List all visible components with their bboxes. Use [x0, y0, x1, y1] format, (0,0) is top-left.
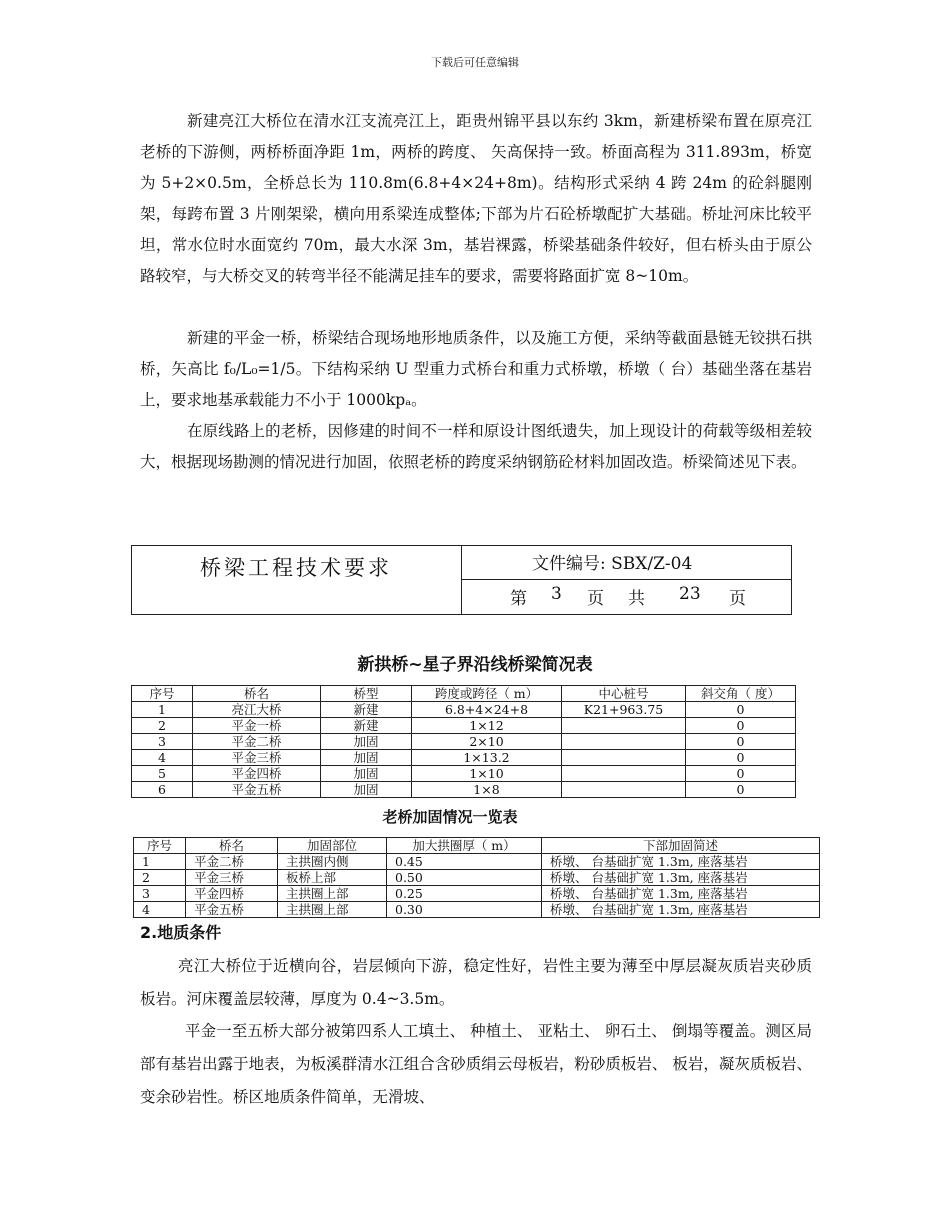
table-cell: 0 [686, 782, 796, 798]
table-cell: 4 [132, 750, 193, 766]
table-cell: 主拱圈内侧 [278, 854, 387, 870]
table-cell: 3 [134, 886, 186, 902]
table-row [134, 870, 820, 886]
table-cell: 平金一桥 [193, 718, 321, 734]
table-header-row [132, 686, 796, 702]
section-heading-geology: 2.地质条件 [140, 923, 222, 942]
table-cell: 平金五桥 [186, 902, 278, 918]
paragraph-old-bridges: 在原线路上的老桥，因修建的时间不一样和原设计图纸遗失，加上现设计的荷载等级相差较大，根据现场勘测的情况进行加固，依照老桥的跨度采纳钢筋砼材料加固改造。桥梁简述见下表。 [140, 422, 812, 471]
document-title: 桥梁工程技术要求 [132, 546, 462, 614]
table-cell: 2 [132, 718, 193, 734]
table-row [132, 750, 796, 766]
table-cell: 0 [686, 702, 796, 718]
table-cell: K21+963.75 [562, 702, 686, 718]
column-header: 桥型 [321, 686, 412, 702]
table-cell: 加固 [321, 734, 412, 750]
column-header: 序号 [134, 838, 186, 854]
paragraph-pingjin-bridge: 新建的平金一桥，桥梁结合现场地形地质条件，以及施工方便，采纳等截面悬链无铰拱石拱桥，矢高比 f₀/L₀=1/5。下结构采纳 U 型重力式桥台和重力式桥墩，桥墩（ 台）基础坐落在基岩上，要求地基承载能力不小于 1000kpₐ。 [140, 329, 812, 409]
page-label-2: 页 [587, 589, 604, 609]
table-cell: 新建 [321, 718, 412, 734]
table-cell: 1×12 [412, 718, 562, 734]
table-cell: 1×10 [412, 766, 562, 782]
table-row [134, 902, 820, 918]
table-cell: 主拱圈上部 [278, 902, 387, 918]
table-cell: 桥墩、 台基础扩宽 1.3m, 座落基岩 [542, 886, 820, 902]
table-cell: 平金四桥 [186, 886, 278, 902]
table-cell: 2 [134, 870, 186, 886]
column-header: 下部加固简述 [542, 838, 820, 854]
table-row [132, 766, 796, 782]
header-note: 下载后可任意编辑 [431, 56, 519, 69]
page-label-3: 共 [628, 589, 645, 609]
table-cell: 1 [134, 854, 186, 870]
table-cell: 6.8+4×24+8 [412, 702, 562, 718]
table-row [134, 886, 820, 902]
table-cell: 桥墩、 台基础扩宽 1.3m, 座落基岩 [542, 870, 820, 886]
paragraph-liangjiang-bridge: 新建亮江大桥位在清水江支流亮江上，距贵州锦平县以东约 3km，新建桥梁布置在原亮江老桥的下游侧，两桥桥面净距 1m，两桥的跨度、 矢高保持一致。桥面高程为 311.893m，桥宽为 5+2×0.5m，全桥总长为 110.8m(6.8+4×24+8m)。结构形式采纳 4 跨 24m 的砼斜腿刚架，每跨布置 3 片刚架梁，横向用系梁连成整体;下部为片石砼桥墩配扩大基础。桥址河床比较平坦，常水位时水面宽约 70m，最大水深 3m，基岩裸露，桥梁基础条件较好，但右桥头由于原公路较窄，与大桥交叉的转弯半径不能满足挂车的要求，需要将路面扩宽 8~10m。 [140, 112, 812, 285]
table-cell: 0.45 [387, 854, 542, 870]
table-cell: 桥墩、 台基础扩宽 1.3m, 座落基岩 [542, 902, 820, 918]
table-cell: 桥墩、 台基础扩宽 1.3m, 座落基岩 [542, 854, 820, 870]
table-cell: 加固 [321, 782, 412, 798]
table-row [132, 782, 796, 798]
column-header: 跨度或跨径（ m） [412, 686, 562, 702]
table-cell [562, 734, 686, 750]
document-info-box [131, 545, 792, 615]
paragraph-geology-pingjin: 平金一至五桥大部分被第四系人工填土、 种植土、 亚粘土、 卵石土、 倒塌等覆盖。测区局部有基岩出露于地表，为板溪群清水江组合含砂质绢云母板岩，粉砂质板岩、 板岩，凝灰质板岩、 变余砂岩性。桥区地质条件简单，无滑坡、 [140, 1022, 812, 1106]
table-cell [562, 766, 686, 782]
column-header: 中心桩号 [562, 686, 686, 702]
table-cell: 主拱圈上部 [278, 886, 387, 902]
table-cell: 0 [686, 750, 796, 766]
table-cell: 2×10 [412, 734, 562, 750]
column-header: 序号 [132, 686, 193, 702]
table-row [132, 702, 796, 718]
table-cell [562, 782, 686, 798]
table-cell [562, 750, 686, 766]
table-cell: 1×13.2 [412, 750, 562, 766]
reinforcement-table-title: 老桥加固情况一览表 [382, 808, 518, 826]
file-number: 文件编号: SBX/Z-04 [462, 546, 791, 580]
table-row [132, 718, 796, 734]
table-cell: 平金二桥 [193, 734, 321, 750]
page-label-4: 页 [729, 589, 746, 609]
table-header-row [134, 838, 820, 854]
bridge-summary-table-title: 新拱桥~星子界沿线桥梁简况表 [357, 655, 593, 675]
table-cell: 5 [132, 766, 193, 782]
column-header: 桥名 [186, 838, 278, 854]
paragraph-geology-liangjiang: 亮江大桥位于近横向谷，岩层倾向下游，稳定性好，岩性主要为薄至中厚层凝灰质岩夹砂质板岩。河床覆盖层较薄，厚度为 0.4~3.5m。 [140, 957, 812, 1008]
table-row [132, 734, 796, 750]
table-cell: 加固 [321, 766, 412, 782]
table-cell: 平金四桥 [193, 766, 321, 782]
table-cell: 0.50 [387, 870, 542, 886]
table-cell: 新建 [321, 702, 412, 718]
table-cell: 0 [686, 718, 796, 734]
table-cell: 平金五桥 [193, 782, 321, 798]
table-cell: 亮江大桥 [193, 702, 321, 718]
table-cell: 1×8 [412, 782, 562, 798]
column-header: 桥名 [193, 686, 321, 702]
reinforcement-table [133, 837, 820, 918]
table-cell: 平金三桥 [193, 750, 321, 766]
table-cell: 平金三桥 [186, 870, 278, 886]
table-cell: 3 [132, 734, 193, 750]
column-header: 加固部位 [278, 838, 387, 854]
table-cell: 加固 [321, 750, 412, 766]
column-header: 斜交角（ 度） [686, 686, 796, 702]
page-indicator [462, 580, 791, 614]
table-cell: 板桥上部 [278, 870, 387, 886]
table-cell: 1 [132, 702, 193, 718]
page-label-1: 第 [510, 589, 527, 609]
table-cell: 4 [134, 902, 186, 918]
table-cell: 0 [686, 766, 796, 782]
table-cell: 0.25 [387, 886, 542, 902]
page-total: 23 [679, 584, 701, 604]
page-current: 3 [551, 584, 562, 604]
column-header: 加大拱圈厚（ m） [387, 838, 542, 854]
table-row [134, 854, 820, 870]
table-cell [562, 718, 686, 734]
table-cell: 0 [686, 734, 796, 750]
table-cell: 0.30 [387, 902, 542, 918]
bridge-summary-table [131, 685, 796, 798]
table-cell: 6 [132, 782, 193, 798]
table-cell: 平金二桥 [186, 854, 278, 870]
